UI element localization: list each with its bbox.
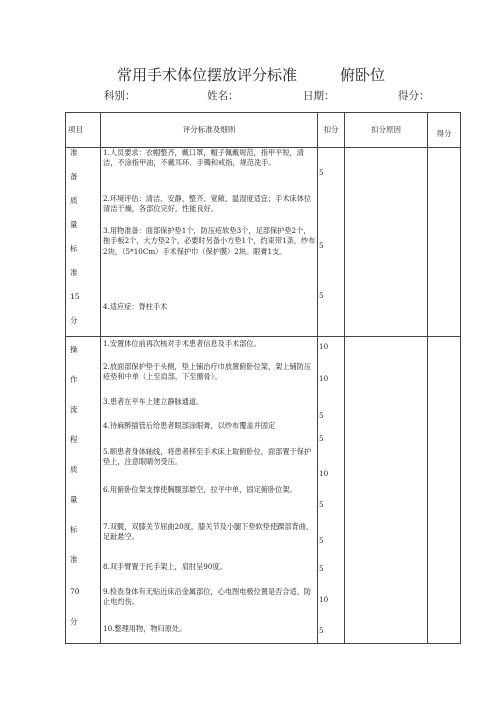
deduct-cell (318, 148, 345, 337)
list-item: 8.双手臂置于托手架上，肩肘呈90度。 (103, 562, 227, 571)
header-deduct: 扣分 (318, 113, 345, 148)
score-value: 10 (319, 469, 329, 478)
scoring-table (65, 112, 461, 644)
page-title: 常用手术体位摆放评分标准 (117, 66, 298, 84)
list-item: 7.双髋，双膝关节屈曲20度，膝关节及小腿下垫软垫使踝部背曲，足趾悬空。 (103, 522, 314, 542)
section-label: 准 备 质 量 标 准 15 分 (66, 148, 101, 337)
score-value: 5 (319, 500, 324, 509)
score-label: 得分： (398, 90, 430, 102)
section-prep (66, 148, 461, 337)
score-value: 5 (319, 536, 324, 545)
name-label: 姓名： (207, 90, 239, 102)
header-item: 项目 (66, 113, 101, 148)
list-item: 5.顺患者身体轴线，将患者移至手术床上取俯卧位，面部置于保护垫上，注意眼睛勿受压。 (103, 447, 312, 467)
list-item: 2.环境评估：清洁、安静、整齐、宽敞、温湿度适宜；手术床体位清洁干燥，各部位完好，性能良好。 (103, 194, 312, 214)
score-value: 5 (319, 434, 324, 443)
score-value: 10 (319, 342, 329, 351)
header-got: 得分 (428, 113, 461, 148)
list-item: 10.整理用物，物归原处。 (103, 624, 187, 633)
list-item: 1.人员要求：衣帽整齐，戴口罩，帽子佩戴规范，指甲平短，清洁，不涂指甲油，不戴耳环、手镯和戒指，规范洗手。 (103, 148, 304, 168)
score-value: 10 (319, 595, 329, 604)
criteria-cell (101, 148, 318, 337)
got-cell (428, 337, 461, 644)
header-criteria: 评分标准及细则 (101, 113, 318, 148)
section-process (66, 337, 461, 644)
list-item: 1.安置体位前再次核对手术患者信息及手术部位。 (103, 339, 261, 348)
criteria-cell (101, 337, 318, 644)
table-header (66, 113, 461, 148)
score-value: 5 (319, 564, 324, 573)
got-cell (428, 148, 461, 337)
header-reason: 扣分原因 (345, 113, 428, 148)
dept-label: 科别： (104, 90, 136, 102)
score-value: 5 (319, 291, 324, 300)
score-value: 10 (319, 374, 329, 383)
section-label: 操 作 流 程 质 量 标 准 70 分 (66, 337, 101, 644)
list-item: 6.用俯卧位架支撑使胸腹部悬空，拉平中单，固定俯卧位架。 (103, 485, 297, 494)
deduct-cell (318, 337, 345, 644)
reason-cell (345, 148, 428, 337)
date-label: 日期： (303, 90, 335, 102)
list-item: 4.适应症：脊柱手术 (103, 302, 168, 311)
list-item: 3.患者在平车上建立静脉通道。 (103, 397, 204, 406)
page-subtitle: 俯卧位 (340, 66, 386, 84)
score-value: 5 (319, 241, 324, 250)
score-value: 5 (319, 168, 324, 177)
list-item: 4.待麻醉插管后给患者眼部涂眼膏，以纱布覆盖并固定 (103, 421, 276, 430)
score-value: 5 (319, 626, 324, 635)
score-value: 5 (319, 411, 324, 420)
list-item: 9.检查身体有无贴近床沿金属部位，心电图电极位置是否合适，防止电灼伤。 (103, 587, 312, 607)
list-item: 2.放面部保护垫于头侧，垫上铺治疗巾放置俯卧位架，架上铺防压疮垫和中单（上至肩部，下至髂骨）。 (103, 362, 312, 382)
list-item: 3.用物准备：面部保护垫1个，防压疮软垫3个，足部保护垫2个，拖手板2个，大方垫2个，必要时另备小方垫1个，约束带1条，纱布2块，（5*10Cm）手术保护巾（保护膜）2块。眼膏1支。 (103, 226, 316, 256)
reason-cell (345, 337, 428, 644)
